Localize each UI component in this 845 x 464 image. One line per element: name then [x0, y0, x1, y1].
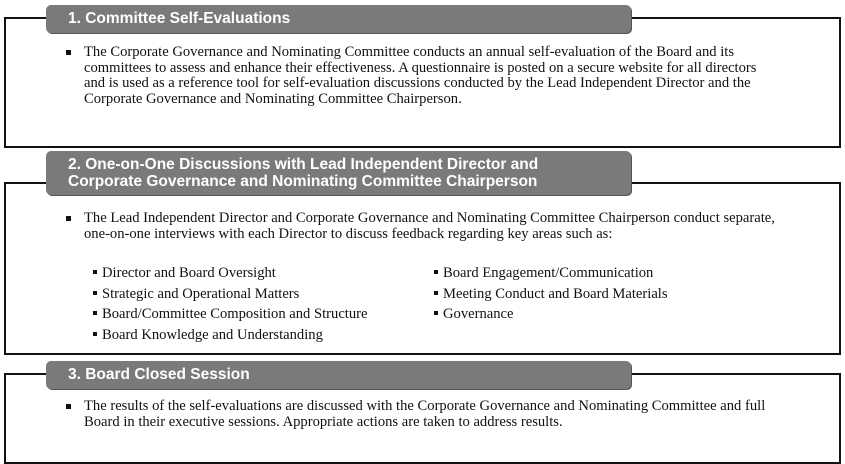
section-1-title-text: 1. Committee Self-Evaluations	[68, 10, 291, 27]
list-item: Director and Board Oversight	[93, 263, 368, 284]
section-2-title-line-2: Corporate Governance and Nominating Committee Chairperson	[68, 173, 538, 190]
section-1-title	[46, 5, 631, 33]
section-2-text: The Lead Independent Director and Corporate Governance and Nominating Committee Chairperson conduct separate, one-on-one interviews with each Director to discuss feedback regarding key areas such as:	[84, 210, 775, 242]
list-item: Strategic and Operational Matters	[93, 284, 368, 305]
bullet-icon	[93, 311, 97, 315]
section-3-body	[66, 399, 766, 430]
list-item: Board/Committee Composition and Structure	[93, 304, 368, 325]
bullet-icon	[66, 404, 71, 409]
bullet-icon	[93, 291, 97, 295]
bullet-icon	[66, 216, 71, 221]
section-2-body	[66, 211, 776, 242]
list-item: Board Knowledge and Understanding	[93, 325, 368, 346]
bullet-icon	[93, 332, 97, 336]
section-3-title	[46, 361, 631, 389]
section-3-paragraph	[66, 399, 766, 430]
section-2-right-list	[434, 263, 668, 325]
section-1-body	[66, 45, 766, 107]
bullet-icon	[66, 50, 71, 55]
section-2-title-line-1: 2. One-on-One Discussions with Lead Independent Director and	[68, 156, 539, 173]
section-1-paragraph	[66, 45, 766, 107]
list-item: Meeting Conduct and Board Materials	[434, 284, 668, 305]
bullet-icon	[434, 291, 438, 295]
bullet-icon	[434, 311, 438, 315]
bullet-icon	[434, 270, 438, 274]
section-2-title	[46, 151, 631, 195]
section-2-paragraph	[66, 211, 776, 242]
section-2-left-list	[93, 263, 368, 345]
section-1-text: The Corporate Governance and Nominating Committee conducts an annual self-evaluation of the Board and its committees to assess and enhance their effectiveness. A questionnaire is posted on a secure website for all directors and is used as a reference tool for self-evaluation discussions conducted by the Lead Independent Director and the Corporate Governance and Nominating Committee Chairperson.	[84, 44, 757, 107]
section-3-text: The results of the self-evaluations are discussed with the Corporate Governance and Nominating Committee and full Board in their executive sessions. Appropriate actions are taken to address results.	[84, 398, 766, 430]
bullet-icon	[93, 270, 97, 274]
list-item: Board Engagement/Communication	[434, 263, 668, 284]
section-3-title-text: 3. Board Closed Session	[68, 366, 250, 383]
list-item: Governance	[434, 304, 668, 325]
